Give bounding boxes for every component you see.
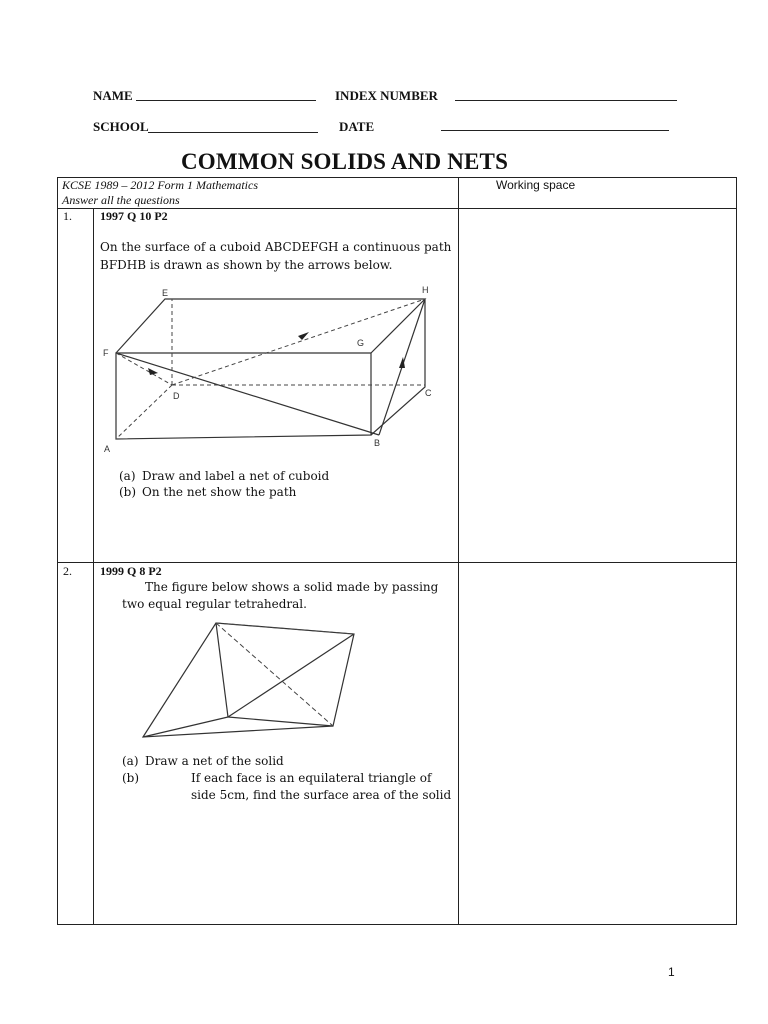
question-text: two equal regular tetrahedral. xyxy=(122,597,307,611)
path-dh xyxy=(172,299,425,385)
name-field-line xyxy=(136,100,316,101)
part-text: side 5cm, find the surface area of the solid xyxy=(191,788,452,802)
path-fb xyxy=(116,353,379,435)
working-space-heading: Working space xyxy=(496,178,576,192)
hidden-edge-da xyxy=(116,385,172,439)
solid-edge xyxy=(228,634,354,717)
vertex-label-a: A xyxy=(104,444,111,454)
question-number: 2. xyxy=(63,564,72,578)
page-title: COMMON SOLIDS AND NETS xyxy=(181,149,509,174)
vertex-label-h: H xyxy=(422,285,429,295)
part-text: Draw a net of the solid xyxy=(145,754,284,768)
instructions-line: Answer all the questions xyxy=(62,193,180,207)
question-number: 1. xyxy=(63,209,72,223)
solid-edge xyxy=(228,717,333,726)
part-label: (a) xyxy=(119,469,136,483)
path-fd xyxy=(116,353,172,385)
working-space-divider xyxy=(458,177,459,924)
cuboid-right-face xyxy=(371,299,425,435)
part-label: (b) xyxy=(119,485,137,499)
part-text: If each face is an equilateral triangle of xyxy=(191,771,432,785)
arrow-fd xyxy=(148,368,158,375)
index-number-field-line xyxy=(455,100,677,101)
vertex-label-e: E xyxy=(162,288,169,298)
name-label: NAME xyxy=(93,88,133,103)
exam-meta-line: KCSE 1989 – 2012 Form 1 Mathematics xyxy=(62,178,258,192)
part-text: On the net show the path xyxy=(142,485,297,499)
vertex-label-g: G xyxy=(357,338,365,348)
question-text: The figure below shows a solid made by passing xyxy=(145,580,439,594)
cuboid-top-face xyxy=(116,299,425,353)
hidden-edge xyxy=(216,623,333,726)
vertex-label-c: C xyxy=(425,388,432,398)
number-column-divider xyxy=(93,208,94,924)
index-number-label: INDEX NUMBER xyxy=(335,88,438,103)
vertex-label-f: F xyxy=(103,348,109,358)
date-label: DATE xyxy=(339,119,375,134)
part-label: (a) xyxy=(122,754,139,768)
school-label: SCHOOL xyxy=(93,119,149,134)
part-text: Draw and label a net of cuboid xyxy=(142,469,330,483)
question-text: On the surface of a cuboid ABCDEFGH a continuous path xyxy=(100,240,452,254)
solid-outline xyxy=(143,623,354,737)
date-field-line xyxy=(441,130,669,131)
solid-edge xyxy=(216,623,228,717)
question-row-divider xyxy=(57,562,737,563)
question-text: BFDHB is drawn as shown by the arrows below. xyxy=(100,258,393,272)
question-heading: 1997 Q 10 P2 xyxy=(100,209,168,223)
page-number: 1 xyxy=(668,965,675,979)
vertex-label-b: B xyxy=(374,438,381,448)
school-field-line xyxy=(148,132,318,133)
question-heading: 1999 Q 8 P2 xyxy=(100,564,162,578)
double-tetrahedron-figure xyxy=(140,618,360,743)
vertex-label-d: D xyxy=(173,391,180,401)
cuboid-figure xyxy=(100,282,445,457)
part-label: (b) xyxy=(122,771,140,785)
cuboid-front-face xyxy=(116,353,371,439)
